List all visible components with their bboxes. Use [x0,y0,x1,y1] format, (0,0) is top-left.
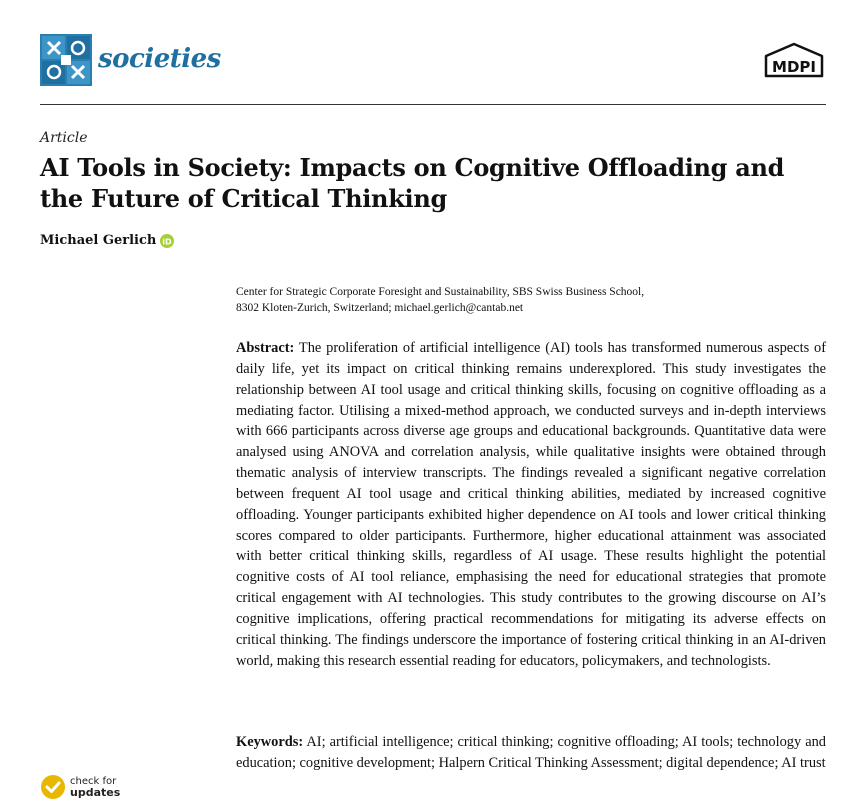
updates-text [70,776,120,798]
keywords [236,732,826,774]
header [40,34,826,90]
article-type: Article [40,130,88,146]
updates-line-1: check for [70,776,117,787]
keywords-label: Keywords: [236,734,304,750]
affiliation-line-1: Center for Strategic Corporate Foresight and Sustainability, SBS Swiss Business School, [236,286,645,298]
abstract-label: Abstract: [236,340,295,356]
affiliation [236,284,826,316]
journal-name: societies [98,44,221,74]
article-title: AI Tools in Society: Impacts on Cognitive Offloading and the Future of Critical Thinking [40,153,785,213]
abstract [236,338,826,672]
mdpi-logo-icon [762,42,826,82]
check-for-updates-badge[interactable] [40,774,120,800]
affiliation-line-2: 8302 Kloten-Zurich, Switzerland; michael.gerlich@cantab.net [236,302,524,314]
author-name[interactable]: Michael Gerlich [40,233,157,248]
header-divider [40,104,826,105]
author-line [40,233,174,248]
abstract-text: The proliferation of artificial intelligence (AI) tools has transformed numerous aspects of daily life, yet its impact on critical thinking remains underexplored. This study investigates the relationship between AI tool usage and critical thinking skills, focusing on cognitive offloading as a mediating factor. Utilising a mixed-method approach, we conducted surveys and in-depth interviews with 666 participants across diverse age groups and educational backgrounds. Quantitative data were analysed using ANOVA and correlation analysis, while qualitative insights were obtained through thematic analysis of interview transcripts. The findings revealed a significant negative correlation between frequent AI tool usage and critical thinking abilities, mediated by increased cognitive offloading. Younger participants exhibited higher dependence on AI tools and lower critical thinking scores compared to older participants. Furthermore, higher educational attainment was associated with better critical thinking skills, regardless of AI usage. These results highlight the potential cognitive costs of AI tool reliance, emphasising the need for educational strategies that promote critical engagement with AI technologies. This study contributes to the growing discourse on AI’s cognitive implications, offering practical recommendations for mitigating its adverse effects on critical thinking. The findings underscore the importance of fostering critical thinking in an AI-driven world, making this research essential reading for educators, policymakers, and technologists. [236,340,826,669]
svg-text:iD: iD [162,237,173,246]
orcid-icon[interactable] [160,234,174,248]
check-updates-icon [40,774,66,800]
keywords-text: AI; artificial intelligence; critical thinking; cognitive offloading; AI tools; technology and education; cognitive development; Halpern Critical Thinking Assessment; digital dependence; AI trust [236,734,827,771]
publisher-name: MDPI [772,58,816,76]
societies-logo-icon [40,34,92,86]
updates-line-2: updates [70,786,121,799]
